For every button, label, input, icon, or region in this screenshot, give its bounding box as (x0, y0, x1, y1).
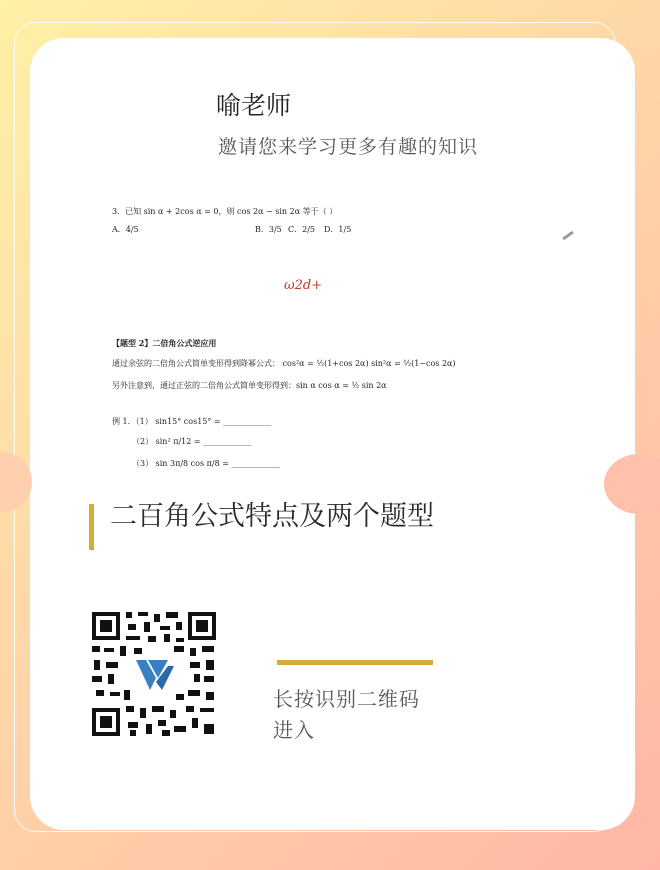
formula-line-1: 通过余弦的二倍角公式简单变形得到降幂公式： cos²α = ½(1+cos 2α) sin²α = ½(1−cos 2α) (112, 359, 456, 368)
question-3-option-b: B．3/5 (255, 225, 282, 234)
example-1-part-3: （3） sin 3π/8 cos π/8 = ____________ (132, 459, 280, 468)
question-3-option-c: C．2/5 (288, 225, 315, 234)
qr-logo-icon (132, 654, 176, 694)
example-1-part-1: 例 1．（1） sin15° cos15° = ____________ (112, 417, 272, 426)
title-accent-bar (89, 504, 94, 550)
hint-accent-bar (277, 660, 433, 665)
qr-code[interactable] (90, 610, 218, 738)
main-title: 二百角公式特点及两个题型 (110, 501, 434, 532)
example-1-part-2: （2） sin² π/12 = ____________ (132, 437, 252, 446)
qr-finder-top-right (188, 612, 216, 640)
section-title: 【题型 2】二倍角公式逆应用 (112, 338, 217, 348)
qr-finder-top-left (92, 612, 120, 640)
invite-subtitle: 邀请您来学习更多有趣的知识 (218, 136, 479, 158)
question-3-stem: 3．已知 sin α + 2cos α = 0，则 cos 2α − sin 2α 等于（ ） (112, 207, 338, 216)
qr-hint-line-1: 长按识别二维码 (273, 687, 420, 711)
teacher-name: 喻老师 (216, 91, 292, 120)
formula-line-2: 另外注意到，通过正弦的二倍角公式简单变形得到：sin α cos α = ½ sin 2α (112, 381, 387, 390)
qr-finder-bottom-left (92, 708, 120, 736)
question-3-option-a: A．4/5 (112, 225, 139, 234)
question-3-option-d: D．1/5 (324, 225, 352, 234)
handwritten-note: ω2d+ (284, 278, 323, 293)
qr-hint-line-2: 进入 (273, 718, 315, 742)
